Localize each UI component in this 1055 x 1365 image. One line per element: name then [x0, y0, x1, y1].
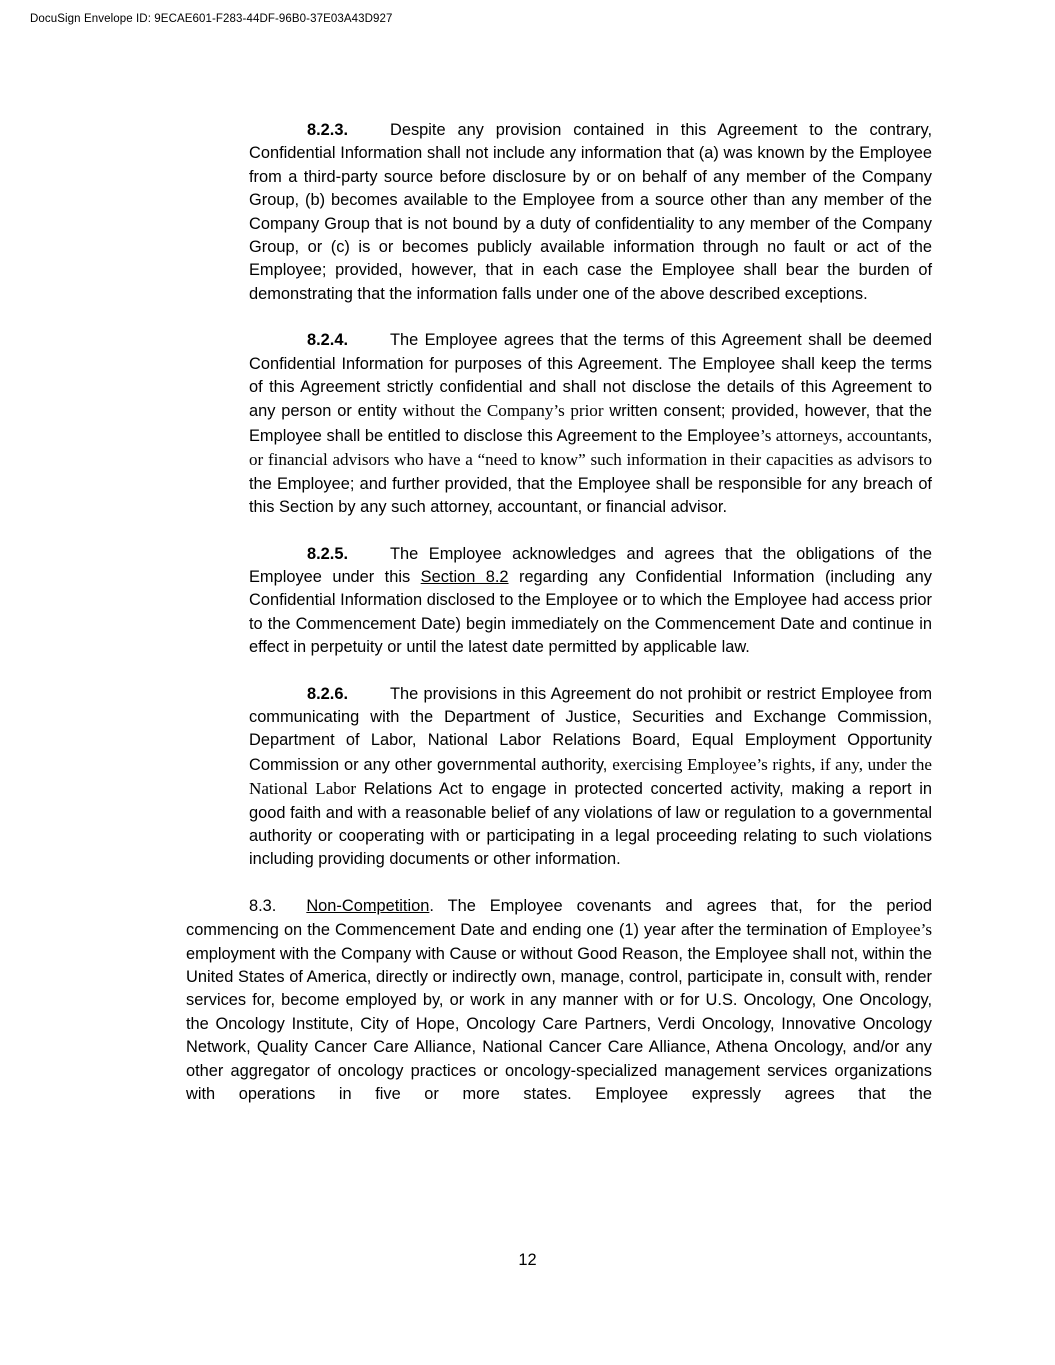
text-run: The provisions in this Agreement do not prohibit or restrict Employee from communicating with the Department of Justice, Securities and Exchange Commission, Department of Labor, National Labor Relations Board, Equal Employment Opportunity Commission or any other governmental authority,	[249, 684, 932, 774]
text-run: The Employee agrees that the terms of this Agreement shall be deemed Confidential Information for purposes of this Agreement. The Employee shall keep the terms of this Agreement strictly confidential and shall not disclose the details of this Agreement to any person or entity	[249, 331, 932, 421]
text-run: ’s attorneys, accountants, or financial advisors who have a “need to know” such information in their capacities as advisors to	[249, 425, 932, 470]
section-number: 8.2.4.	[307, 331, 349, 350]
paragraph-8-2-3	[249, 119, 932, 306]
paragraph-8-3-non-competition	[186, 895, 932, 1107]
text-run: Employee’s	[851, 920, 932, 940]
text-run: Despite any provision contained in this Agreement to the contrary, Confidential Information shall not include any information that (a) was known by the Employee from a third-party source before disclosure by or on behalf of any member of the Company Group, (b) becomes available to the Employee from a source other than any member of the Company Group that is not bound by a duty of confidentiality to any member of the Company Group, or (c) is or becomes publicly available information through no fault or act of the Employee; provided, however, that in each case the Employee shall bear the burden of demonstrating that the information falls under one of the above described exceptions.	[249, 121, 932, 303]
section-number: 8.2.5.	[307, 544, 349, 563]
text-run: The Employee acknowledges and agrees that the obligations of the Employee under this	[249, 544, 932, 586]
underlined-text-run: Section 8.2	[420, 567, 509, 586]
underlined-text-run: Non-Competition	[306, 896, 430, 915]
text-run: written consent; provided, however, that the Employee shall be entitled to disclose this Agreement to the Employee	[249, 402, 932, 445]
text-run: the Employee; and further provided, that the Employee shall be responsible for any breach of this Section by any such attorney, accountant, or financial advisor.	[249, 474, 932, 517]
text-run: employment with the Company with Cause or without Good Reason, the Employee shall not, within the United States of America, directly or indirectly own, manage, control, participate in, consult with, render services for, become employed by, or work in any manner with or for U.S. Oncology, One Oncology, the Oncology Institute, City of Hope, Oncology Care Partners, Verdi Oncology, Innovative Oncology Network, Quality Cancer Care Alliance, National Cancer Care Alliance, Athena Oncology, and/or any other aggregator of oncology practices or oncology-specialized management services organizations with operations in five or more states. Employee expressly agrees that the	[186, 944, 932, 1104]
text-run: exercising Employee’s rights, if any, under the National Labor	[249, 754, 932, 799]
text-run: . The Employee covenants and agrees that, for the period commencing on the Commencement Date and ending one (1) year after the termination of	[186, 896, 932, 940]
paragraph-8-2-5	[249, 543, 932, 660]
text-run: regarding any Confidential Information (including any Confidential Information disclosed to the Employee or to which the Employee had access prior to the Commencement Date) begin immediately on the Commencement Date and continue in effect in perpetuity or until the latest date permitted by applicable law.	[249, 567, 932, 657]
section-number: 8.2.3.	[307, 121, 349, 139]
docusign-envelope-id: DocuSign Envelope ID: 9ECAE601-F283-44DF-96B0-37E03A43D927	[30, 13, 393, 25]
paragraph-8-2-4	[249, 329, 932, 519]
page-number: 12	[518, 1251, 537, 1269]
section-number: 8.2.6.	[307, 684, 349, 703]
document-body	[186, 119, 932, 1129]
text-run: without the Company’s prior	[402, 401, 604, 421]
text-run: 8.3.	[249, 896, 277, 915]
paragraph-8-2-6	[249, 683, 932, 872]
text-run: Relations Act to engage in protected concerted activity, making a report in good faith and with a reasonable belief of any violations of law or regulation to a governmental authority or cooperating with or participating in a legal proceeding relating to such violations including providing documents or other information.	[249, 780, 932, 869]
